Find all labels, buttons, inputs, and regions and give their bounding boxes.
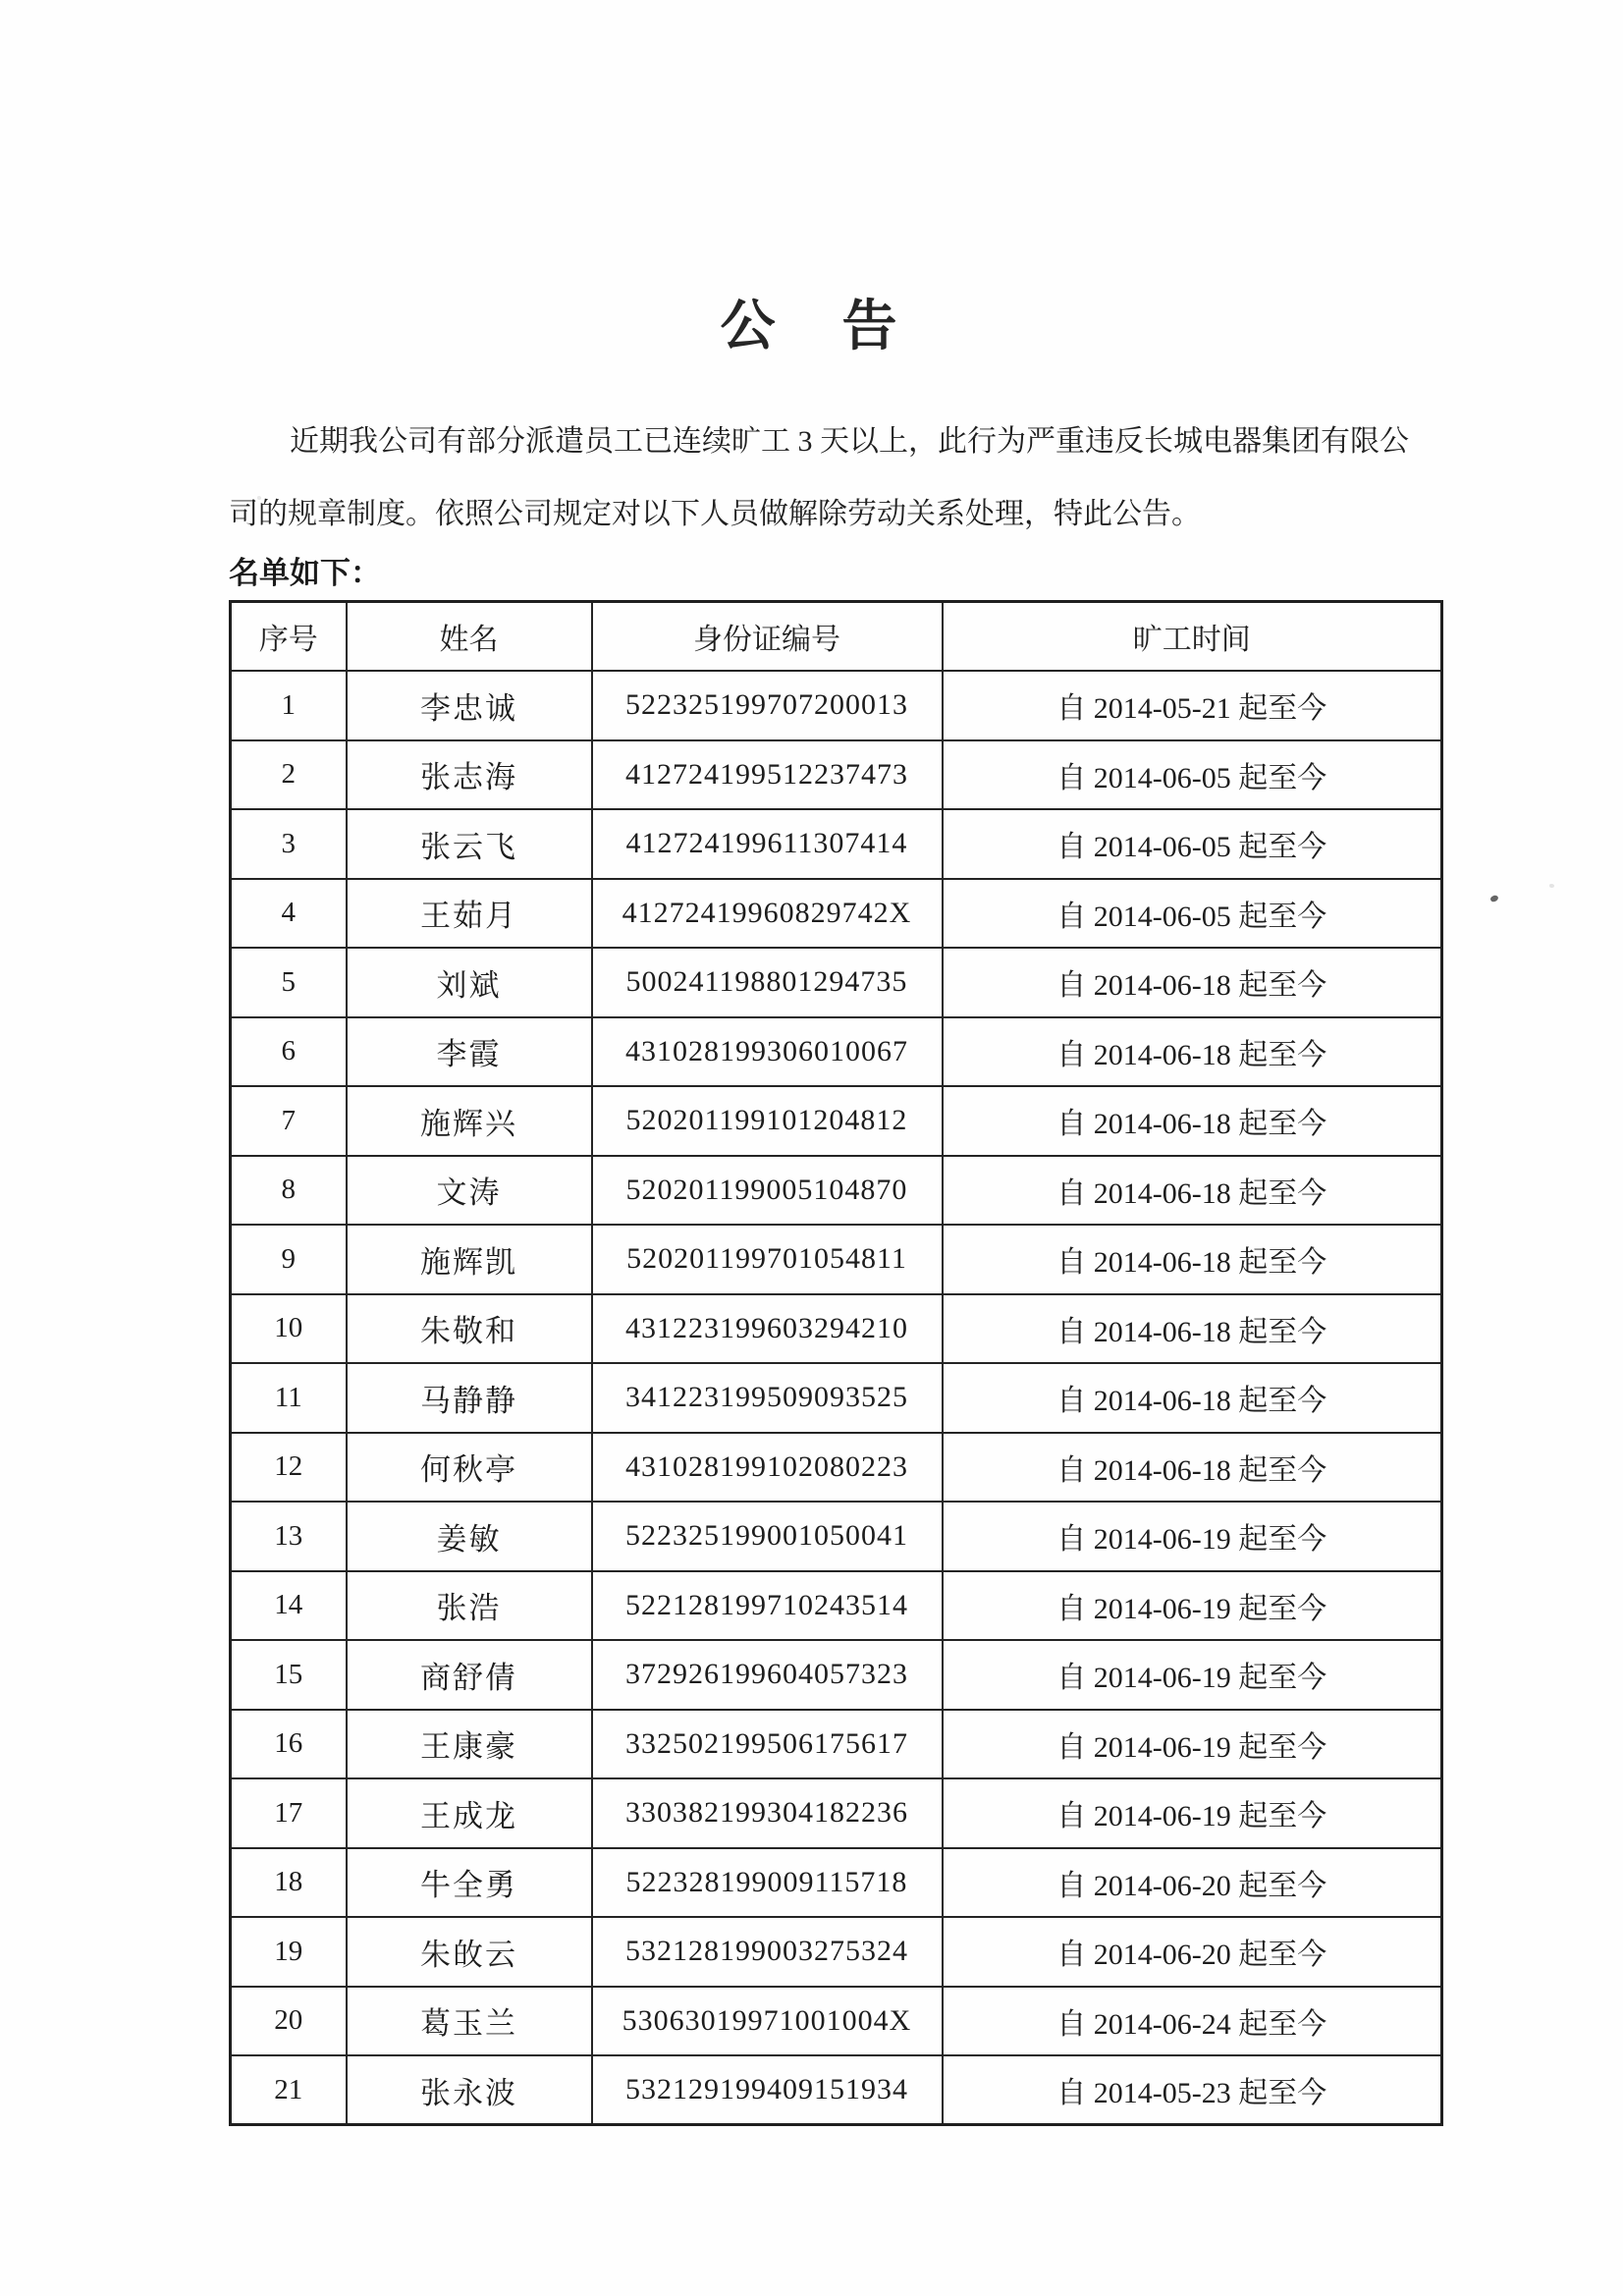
cell-name: 张志海 <box>347 740 592 810</box>
table-row <box>231 879 1442 949</box>
table-row <box>231 1225 1442 1294</box>
cell-index: 14 <box>231 1571 347 1641</box>
cell-absence-period: 自 2014-06-20 起至今 <box>943 1848 1442 1918</box>
cell-index: 17 <box>231 1778 347 1848</box>
cell-id-number: 532129199409151934 <box>592 2055 943 2125</box>
cell-index: 2 <box>231 740 347 810</box>
table-row <box>231 671 1442 740</box>
cell-absence-period: 自 2014-06-18 起至今 <box>943 1363 1442 1433</box>
list-heading: 名单如下： <box>229 556 381 590</box>
table-row <box>231 1363 1442 1433</box>
cell-id-number: 520201199005104870 <box>592 1156 943 1226</box>
cell-index: 18 <box>231 1848 347 1918</box>
page-title: 公 告 <box>720 297 903 357</box>
table-row <box>231 1294 1442 1364</box>
cell-id-number: 522325199001050041 <box>592 1502 943 1571</box>
cell-id-number: 41272419960829742X <box>592 879 943 949</box>
cell-name: 朱敬和 <box>347 1294 592 1364</box>
cell-id-number: 412724199512237473 <box>592 740 943 810</box>
cell-absence-period: 自 2014-06-19 起至今 <box>943 1571 1442 1641</box>
cell-index: 7 <box>231 1086 347 1156</box>
cell-id-number: 372926199604057323 <box>592 1640 943 1710</box>
cell-absence-period: 自 2014-06-18 起至今 <box>943 1156 1442 1226</box>
cell-id-number: 532128199003275324 <box>592 1917 943 1987</box>
cell-absence-period: 自 2014-06-18 起至今 <box>943 1225 1442 1294</box>
cell-name: 何秋亭 <box>347 1433 592 1503</box>
table-row <box>231 1156 1442 1226</box>
cell-name: 李忠诚 <box>347 671 592 740</box>
cell-name: 文涛 <box>347 1156 592 1226</box>
table-row <box>231 1710 1442 1779</box>
cell-name: 李霞 <box>347 1017 592 1087</box>
cell-index: 8 <box>231 1156 347 1226</box>
table-row <box>231 1502 1442 1571</box>
table-row <box>231 809 1442 879</box>
cell-id-number: 332502199506175617 <box>592 1710 943 1779</box>
cell-name: 牛全勇 <box>347 1848 592 1918</box>
announcement-body <box>229 406 1436 551</box>
cell-index: 3 <box>231 809 347 879</box>
cell-id-number: 522325199707200013 <box>592 671 943 740</box>
cell-index: 19 <box>231 1917 347 1987</box>
scan-noise-dot <box>1549 884 1554 888</box>
cell-absence-period: 自 2014-06-19 起至今 <box>943 1502 1442 1571</box>
column-header: 身份证编号 <box>592 602 943 672</box>
cell-absence-period: 自 2014-06-20 起至今 <box>943 1917 1442 1987</box>
cell-id-number: 431028199306010067 <box>592 1017 943 1087</box>
column-header: 序号 <box>231 602 347 672</box>
cell-absence-period: 自 2014-06-19 起至今 <box>943 1710 1442 1779</box>
table-row <box>231 1640 1442 1710</box>
cell-name: 张永波 <box>347 2055 592 2125</box>
table-row <box>231 1917 1442 1987</box>
cell-index: 11 <box>231 1363 347 1433</box>
cell-name: 王茹月 <box>347 879 592 949</box>
body-text-line-1: 近期我公司有部分派遣员工已连续旷工 3 天以上，此行为严重违反长城电器集团有限公 <box>290 425 1409 458</box>
cell-absence-period: 自 2014-06-19 起至今 <box>943 1778 1442 1848</box>
table-header-row <box>231 602 1442 672</box>
cell-id-number: 520201199101204812 <box>592 1086 943 1156</box>
cell-id-number: 53063019971001004X <box>592 1987 943 2056</box>
cell-index: 13 <box>231 1502 347 1571</box>
cell-name: 刘斌 <box>347 948 592 1017</box>
table-body <box>231 671 1442 2125</box>
cell-absence-period: 自 2014-06-18 起至今 <box>943 1433 1442 1503</box>
cell-id-number: 522328199009115718 <box>592 1848 943 1918</box>
cell-id-number: 500241198801294735 <box>592 948 943 1017</box>
cell-name: 姜敏 <box>347 1502 592 1571</box>
cell-absence-period: 自 2014-06-18 起至今 <box>943 1086 1442 1156</box>
cell-name: 王成龙 <box>347 1778 592 1848</box>
cell-absence-period: 自 2014-06-05 起至今 <box>943 879 1442 949</box>
cell-absence-period: 自 2014-05-23 起至今 <box>943 2055 1442 2125</box>
cell-index: 10 <box>231 1294 347 1364</box>
column-header: 姓名 <box>347 602 592 672</box>
cell-index: 9 <box>231 1225 347 1294</box>
cell-index: 4 <box>231 879 347 949</box>
cell-absence-period: 自 2014-06-24 起至今 <box>943 1987 1442 2056</box>
cell-name: 葛玉兰 <box>347 1987 592 2056</box>
cell-id-number: 522128199710243514 <box>592 1571 943 1641</box>
cell-id-number: 412724199611307414 <box>592 809 943 879</box>
cell-index: 16 <box>231 1710 347 1779</box>
column-header: 旷工时间 <box>943 602 1442 672</box>
cell-index: 12 <box>231 1433 347 1503</box>
cell-name: 张云飞 <box>347 809 592 879</box>
table-row <box>231 948 1442 1017</box>
table-header <box>231 602 1442 672</box>
cell-index: 20 <box>231 1987 347 2056</box>
cell-index: 6 <box>231 1017 347 1087</box>
table-row <box>231 1848 1442 1918</box>
cell-id-number: 520201199701054811 <box>592 1225 943 1294</box>
cell-name: 张浩 <box>347 1571 592 1641</box>
cell-absence-period: 自 2014-06-18 起至今 <box>943 1017 1442 1087</box>
cell-name: 马静静 <box>347 1363 592 1433</box>
cell-index: 21 <box>231 2055 347 2125</box>
dismissal-roster-table <box>229 600 1443 2126</box>
cell-name: 施辉兴 <box>347 1086 592 1156</box>
cell-id-number: 431028199102080223 <box>592 1433 943 1503</box>
table-row <box>231 1571 1442 1641</box>
table-row <box>231 1017 1442 1087</box>
table-row <box>231 1086 1442 1156</box>
cell-index: 1 <box>231 671 347 740</box>
cell-name: 王康豪 <box>347 1710 592 1779</box>
table-row <box>231 1778 1442 1848</box>
table-row <box>231 2055 1442 2125</box>
table-row <box>231 1987 1442 2056</box>
cell-absence-period: 自 2014-06-18 起至今 <box>943 1294 1442 1364</box>
cell-id-number: 431223199603294210 <box>592 1294 943 1364</box>
body-text-line-2: 司的规章制度。依照公司规定对以下人员做解除劳动关系处理，特此公告。 <box>229 498 1201 530</box>
table-row <box>231 740 1442 810</box>
cell-name: 施辉凯 <box>347 1225 592 1294</box>
cell-absence-period: 自 2014-06-05 起至今 <box>943 809 1442 879</box>
cell-name: 朱敀云 <box>347 1917 592 1987</box>
scan-noise-dot <box>257 496 261 500</box>
cell-id-number: 330382199304182236 <box>592 1778 943 1848</box>
table-row <box>231 1433 1442 1503</box>
ink-speck <box>1489 894 1499 902</box>
cell-absence-period: 自 2014-06-05 起至今 <box>943 740 1442 810</box>
cell-absence-period: 自 2014-05-21 起至今 <box>943 671 1442 740</box>
cell-absence-period: 自 2014-06-19 起至今 <box>943 1640 1442 1710</box>
cell-index: 5 <box>231 948 347 1017</box>
cell-absence-period: 自 2014-06-18 起至今 <box>943 948 1442 1017</box>
cell-index: 15 <box>231 1640 347 1710</box>
cell-name: 商舒倩 <box>347 1640 592 1710</box>
cell-id-number: 341223199509093525 <box>592 1363 943 1433</box>
